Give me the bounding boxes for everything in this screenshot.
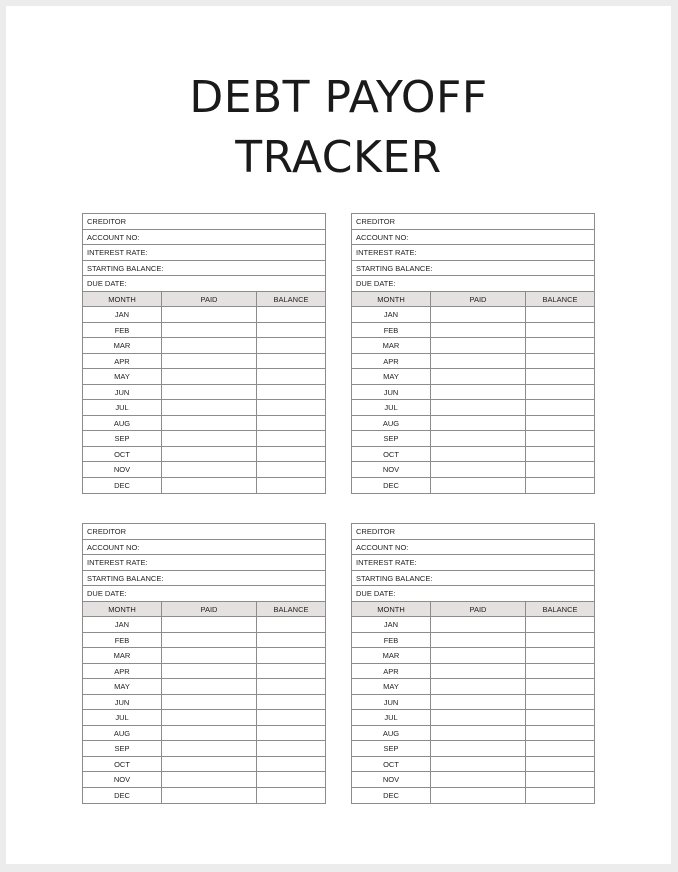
balance-cell[interactable] xyxy=(257,416,325,432)
balance-cell[interactable] xyxy=(257,788,325,804)
paid-cell[interactable] xyxy=(431,369,526,385)
paid-cell[interactable] xyxy=(162,462,257,478)
month-cell: OCT xyxy=(83,447,162,463)
paid-cell[interactable] xyxy=(162,447,257,463)
info-row-due-date[interactable]: DUE DATE: xyxy=(352,276,594,292)
monthly-grid xyxy=(352,292,594,494)
paid-cell[interactable] xyxy=(431,617,526,633)
balance-cell[interactable] xyxy=(526,710,594,726)
month-cell: NOV xyxy=(83,462,162,478)
paid-cell[interactable] xyxy=(162,307,257,323)
month-cell: AUG xyxy=(352,726,431,742)
balance-cell[interactable] xyxy=(526,695,594,711)
paid-cell[interactable] xyxy=(162,757,257,773)
month-cell: DEC xyxy=(83,478,162,494)
balance-cell[interactable] xyxy=(257,741,325,757)
balance-cell[interactable] xyxy=(526,323,594,339)
balance-cell[interactable] xyxy=(526,679,594,695)
paid-cell[interactable] xyxy=(431,416,526,432)
balance-cell[interactable] xyxy=(526,447,594,463)
balance-cell[interactable] xyxy=(526,772,594,788)
balance-cell[interactable] xyxy=(257,323,325,339)
month-cell: FEB xyxy=(352,323,431,339)
paid-cell[interactable] xyxy=(162,710,257,726)
paid-cell[interactable] xyxy=(431,431,526,447)
balance-cell[interactable] xyxy=(257,726,325,742)
balance-cell[interactable] xyxy=(257,710,325,726)
month-cell: MAY xyxy=(83,369,162,385)
month-cell: FEB xyxy=(83,633,162,649)
paid-cell[interactable] xyxy=(431,757,526,773)
paid-cell[interactable] xyxy=(162,354,257,370)
paid-cell[interactable] xyxy=(162,338,257,354)
title-line-2: TRACKER xyxy=(235,132,442,183)
month-cell: DEC xyxy=(352,478,431,494)
month-cell: SEP xyxy=(83,431,162,447)
info-row-account-no[interactable]: ACCOUNT NO: xyxy=(352,540,594,556)
paid-cell[interactable] xyxy=(162,772,257,788)
month-cell: JUN xyxy=(352,695,431,711)
balance-cell[interactable] xyxy=(257,354,325,370)
paid-cell[interactable] xyxy=(162,323,257,339)
month-cell: JAN xyxy=(83,307,162,323)
month-cell: MAY xyxy=(83,679,162,695)
paid-cell[interactable] xyxy=(431,695,526,711)
balance-cell[interactable] xyxy=(257,462,325,478)
paid-cell[interactable] xyxy=(431,323,526,339)
paid-cell[interactable] xyxy=(431,726,526,742)
info-row-interest-rate[interactable]: INTEREST RATE: xyxy=(352,555,594,571)
info-row-interest-rate[interactable]: INTEREST RATE: xyxy=(83,555,325,571)
info-row-interest-rate[interactable]: INTEREST RATE: xyxy=(352,245,594,261)
column-header-month: MONTH xyxy=(352,602,431,618)
paid-cell[interactable] xyxy=(431,385,526,401)
debt-tracker-3 xyxy=(82,523,326,804)
month-cell: APR xyxy=(352,664,431,680)
month-cell: JUN xyxy=(83,385,162,401)
month-cell: DEC xyxy=(83,788,162,804)
paid-cell[interactable] xyxy=(162,726,257,742)
balance-cell[interactable] xyxy=(257,385,325,401)
balance-cell[interactable] xyxy=(257,648,325,664)
balance-cell[interactable] xyxy=(526,741,594,757)
paid-cell[interactable] xyxy=(162,617,257,633)
paid-cell[interactable] xyxy=(431,478,526,494)
balance-cell[interactable] xyxy=(526,788,594,804)
info-row-account-no[interactable]: ACCOUNT NO: xyxy=(83,230,325,246)
balance-cell[interactable] xyxy=(257,757,325,773)
month-cell: APR xyxy=(352,354,431,370)
month-cell: JAN xyxy=(83,617,162,633)
month-cell: MAR xyxy=(83,648,162,664)
month-cell: MAY xyxy=(352,679,431,695)
column-header-paid: PAID xyxy=(431,602,526,618)
column-header-balance: BALANCE xyxy=(257,602,325,618)
title-line-1: DEBT PAYOFF xyxy=(189,72,488,123)
month-cell: JUN xyxy=(352,385,431,401)
paid-cell[interactable] xyxy=(162,648,257,664)
balance-cell[interactable] xyxy=(257,447,325,463)
balance-cell[interactable] xyxy=(257,772,325,788)
page xyxy=(6,6,671,864)
balance-cell[interactable] xyxy=(526,416,594,432)
month-cell: MAR xyxy=(352,648,431,664)
page-title xyxy=(6,68,671,188)
paid-cell[interactable] xyxy=(431,307,526,323)
info-row-starting-balance[interactable]: STARTING BALANCE: xyxy=(352,571,594,587)
month-cell: MAR xyxy=(83,338,162,354)
month-cell: JUL xyxy=(352,710,431,726)
paid-cell[interactable] xyxy=(431,633,526,649)
month-cell: OCT xyxy=(83,757,162,773)
month-cell: FEB xyxy=(352,633,431,649)
balance-cell[interactable] xyxy=(257,307,325,323)
info-row-starting-balance[interactable]: STARTING BALANCE: xyxy=(352,261,594,277)
month-cell: DEC xyxy=(352,788,431,804)
balance-cell[interactable] xyxy=(257,633,325,649)
paid-cell[interactable] xyxy=(431,354,526,370)
paid-cell[interactable] xyxy=(162,400,257,416)
paid-cell[interactable] xyxy=(162,679,257,695)
paid-cell[interactable] xyxy=(431,462,526,478)
balance-cell[interactable] xyxy=(257,664,325,680)
column-header-month: MONTH xyxy=(83,292,162,308)
info-row-creditor[interactable]: CREDITOR xyxy=(83,524,325,540)
balance-cell[interactable] xyxy=(526,431,594,447)
balance-cell[interactable] xyxy=(257,369,325,385)
column-header-paid: PAID xyxy=(431,292,526,308)
month-cell: NOV xyxy=(352,462,431,478)
monthly-grid xyxy=(83,292,325,494)
monthly-grid xyxy=(83,602,325,804)
column-header-month: MONTH xyxy=(352,292,431,308)
paid-cell[interactable] xyxy=(162,788,257,804)
info-row-creditor[interactable]: CREDITOR xyxy=(352,524,594,540)
balance-cell[interactable] xyxy=(526,617,594,633)
month-cell: APR xyxy=(83,354,162,370)
balance-cell[interactable] xyxy=(526,369,594,385)
month-cell: JAN xyxy=(352,307,431,323)
paid-cell[interactable] xyxy=(431,772,526,788)
info-row-starting-balance[interactable]: STARTING BALANCE: xyxy=(83,261,325,277)
balance-cell[interactable] xyxy=(526,400,594,416)
paid-cell[interactable] xyxy=(162,431,257,447)
info-row-account-no[interactable]: ACCOUNT NO: xyxy=(83,540,325,556)
balance-cell[interactable] xyxy=(257,338,325,354)
paid-cell[interactable] xyxy=(431,741,526,757)
paid-cell[interactable] xyxy=(162,695,257,711)
paid-cell[interactable] xyxy=(162,664,257,680)
info-row-due-date[interactable]: DUE DATE: xyxy=(83,586,325,602)
paid-cell[interactable] xyxy=(162,416,257,432)
debt-tracker-1 xyxy=(82,213,326,494)
month-cell: JAN xyxy=(352,617,431,633)
month-cell: MAY xyxy=(352,369,431,385)
paid-cell[interactable] xyxy=(431,664,526,680)
balance-cell[interactable] xyxy=(526,664,594,680)
paid-cell[interactable] xyxy=(162,369,257,385)
monthly-grid xyxy=(352,602,594,804)
month-cell: APR xyxy=(83,664,162,680)
month-cell: FEB xyxy=(83,323,162,339)
month-cell: AUG xyxy=(352,416,431,432)
month-cell: JUL xyxy=(352,400,431,416)
paid-cell[interactable] xyxy=(431,710,526,726)
month-cell: OCT xyxy=(352,447,431,463)
balance-cell[interactable] xyxy=(526,726,594,742)
month-cell: JUN xyxy=(83,695,162,711)
balance-cell[interactable] xyxy=(257,617,325,633)
column-header-balance: BALANCE xyxy=(526,602,594,618)
column-header-month: MONTH xyxy=(83,602,162,618)
column-header-paid: PAID xyxy=(162,602,257,618)
balance-cell[interactable] xyxy=(526,757,594,773)
month-cell: SEP xyxy=(352,431,431,447)
paid-cell[interactable] xyxy=(431,338,526,354)
info-row-account-no[interactable]: ACCOUNT NO: xyxy=(352,230,594,246)
balance-cell[interactable] xyxy=(526,462,594,478)
info-row-due-date[interactable]: DUE DATE: xyxy=(83,276,325,292)
balance-cell[interactable] xyxy=(526,633,594,649)
month-cell: OCT xyxy=(352,757,431,773)
column-header-balance: BALANCE xyxy=(257,292,325,308)
info-row-interest-rate[interactable]: INTEREST RATE: xyxy=(83,245,325,261)
balance-cell[interactable] xyxy=(257,695,325,711)
info-row-creditor[interactable]: CREDITOR xyxy=(83,214,325,230)
balance-cell[interactable] xyxy=(257,400,325,416)
month-cell: NOV xyxy=(352,772,431,788)
balance-cell[interactable] xyxy=(526,354,594,370)
info-row-creditor[interactable]: CREDITOR xyxy=(352,214,594,230)
paid-cell[interactable] xyxy=(431,648,526,664)
balance-cell[interactable] xyxy=(257,431,325,447)
balance-cell[interactable] xyxy=(526,307,594,323)
balance-cell[interactable] xyxy=(526,648,594,664)
month-cell: AUG xyxy=(83,726,162,742)
paid-cell[interactable] xyxy=(431,679,526,695)
column-header-paid: PAID xyxy=(162,292,257,308)
paid-cell[interactable] xyxy=(162,633,257,649)
paid-cell[interactable] xyxy=(162,741,257,757)
month-cell: SEP xyxy=(83,741,162,757)
month-cell: JUL xyxy=(83,710,162,726)
info-row-starting-balance[interactable]: STARTING BALANCE: xyxy=(83,571,325,587)
month-cell: NOV xyxy=(83,772,162,788)
month-cell: MAR xyxy=(352,338,431,354)
balance-cell[interactable] xyxy=(257,679,325,695)
month-cell: SEP xyxy=(352,741,431,757)
balance-cell[interactable] xyxy=(526,385,594,401)
paid-cell[interactable] xyxy=(431,400,526,416)
paid-cell[interactable] xyxy=(431,447,526,463)
paid-cell[interactable] xyxy=(162,385,257,401)
paid-cell[interactable] xyxy=(431,788,526,804)
paid-cell[interactable] xyxy=(162,478,257,494)
column-header-balance: BALANCE xyxy=(526,292,594,308)
balance-cell[interactable] xyxy=(526,338,594,354)
info-row-due-date[interactable]: DUE DATE: xyxy=(352,586,594,602)
balance-cell[interactable] xyxy=(526,478,594,494)
debt-tracker-4 xyxy=(351,523,595,804)
debt-tracker-2 xyxy=(351,213,595,494)
month-cell: AUG xyxy=(83,416,162,432)
balance-cell[interactable] xyxy=(257,478,325,494)
month-cell: JUL xyxy=(83,400,162,416)
